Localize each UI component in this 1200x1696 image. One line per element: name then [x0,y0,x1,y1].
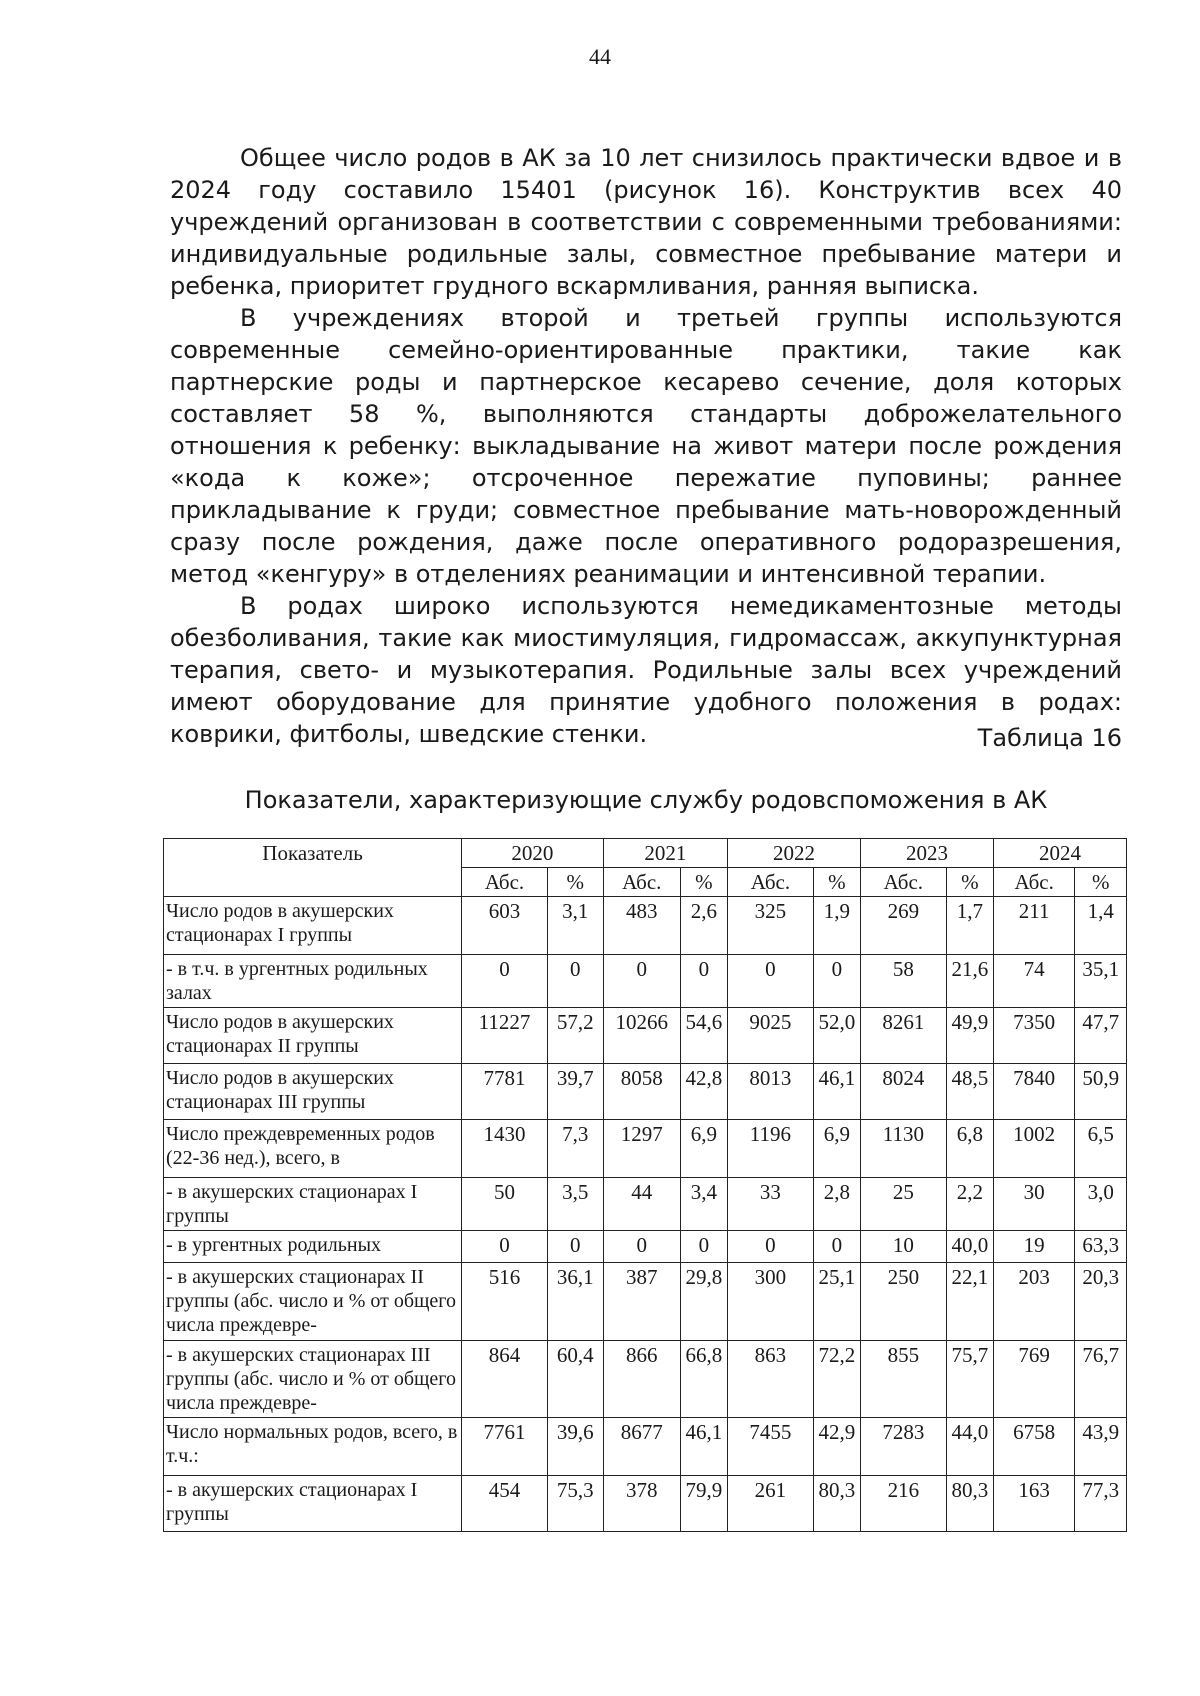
cell-abs: 25 [860,1178,946,1231]
column-header-percent: % [1075,868,1127,897]
cell-percent: 46,1 [813,1064,860,1120]
cell-percent: 0 [680,955,727,1008]
cell-percent: 77,3 [1075,1476,1127,1532]
cell-abs: 211 [993,897,1075,955]
cell-abs: 864 [462,1341,548,1418]
cell-percent: 3,0 [1075,1178,1127,1231]
cell-abs: 261 [728,1476,814,1532]
column-header-abs: Абс. [603,868,680,897]
column-header-year: 2021 [603,839,727,868]
cell-abs: 7761 [462,1418,548,1476]
cell-percent: 46,1 [680,1418,727,1476]
cell-percent: 0 [680,1231,727,1263]
cell-abs: 0 [603,955,680,1008]
cell-abs: 516 [462,1263,548,1341]
column-header-percent: % [946,868,993,897]
cell-percent: 49,9 [946,1008,993,1064]
cell-abs: 8058 [603,1064,680,1120]
cell-abs: 866 [603,1341,680,1418]
cell-percent: 0 [547,1231,603,1263]
cell-abs: 163 [993,1476,1075,1532]
row-label: - в акушерских стационарах I группы [164,1178,462,1231]
cell-abs: 250 [860,1263,946,1341]
table-row [164,1263,1127,1341]
column-header-percent: % [547,868,603,897]
table-row [164,1341,1127,1418]
paragraph: В учреждениях второй и третьей группы используются современные семейно-ориентированные практики, такие как партнерские роды и партнерское кесарево сечение, доля которых составляет 58 %, выполняются стандарты доброжелательного отношения к ребенку: выкладывание на живот матери после рождения «кода к коже»; отсроченное пережатие пуповины; раннее прикладывание к груди; совместное пребывание мать-новорожденный сразу после рождения, даже после оперативного родоразрешения, метод «кенгуру» в отделениях реанимации и интенсивной терапии. [170,304,1122,588]
table-row [164,1231,1127,1263]
cell-percent: 22,1 [946,1263,993,1341]
cell-abs: 0 [462,1231,548,1263]
table-row [164,1120,1127,1178]
cell-percent: 39,7 [547,1064,603,1120]
page-number: 44 [589,44,611,69]
cell-abs: 855 [860,1341,946,1418]
row-label: - в акушерских стационарах III группы (абс. число и % от общего числа преждевре- [164,1341,462,1418]
cell-percent: 7,3 [547,1120,603,1178]
column-header-percent: % [813,868,860,897]
cell-abs: 30 [993,1178,1075,1231]
cell-abs: 44 [603,1178,680,1231]
cell-percent: 63,3 [1075,1231,1127,1263]
cell-abs: 0 [462,955,548,1008]
cell-abs: 11227 [462,1008,548,1064]
cell-percent: 66,8 [680,1341,727,1418]
cell-percent: 72,2 [813,1341,860,1418]
column-header-year: 2023 [860,839,993,868]
column-header-year: 2024 [993,839,1126,868]
cell-abs: 1130 [860,1120,946,1178]
cell-abs: 0 [603,1231,680,1263]
cell-abs: 1297 [603,1120,680,1178]
row-label: - в акушерских стационарах I группы [164,1476,462,1532]
cell-percent: 2,2 [946,1178,993,1231]
cell-abs: 10266 [603,1008,680,1064]
table-row [164,955,1127,1008]
cell-abs: 769 [993,1341,1075,1418]
cell-abs: 1002 [993,1120,1075,1178]
table-row [164,897,1127,955]
cell-percent: 39,6 [547,1418,603,1476]
column-header-abs: Абс. [462,868,548,897]
cell-percent: 75,3 [547,1476,603,1532]
cell-abs: 863 [728,1341,814,1418]
paragraph: Общее число родов в АК за 10 лет снизилось практически вдвое и в 2024 году составило 15401 (рисунок 16). Конструктив всех 40 учреждений организован в соответствии с современными требованиями: индивидуальные родильные залы, совместное пребывание матери и ребенка, приоритет грудного вскармливания, ранняя выписка. [170,144,1122,300]
cell-abs: 378 [603,1476,680,1532]
column-header-abs: Абс. [993,868,1075,897]
cell-percent: 44,0 [946,1418,993,1476]
cell-abs: 8024 [860,1064,946,1120]
cell-percent: 6,5 [1075,1120,1127,1178]
cell-abs: 10 [860,1231,946,1263]
cell-percent: 40,0 [946,1231,993,1263]
obstetrics-table [163,838,1127,1532]
cell-percent: 1,7 [946,897,993,955]
column-header-percent: % [680,868,727,897]
cell-percent: 6,9 [680,1120,727,1178]
cell-percent: 42,9 [813,1418,860,1476]
cell-percent: 3,4 [680,1178,727,1231]
cell-abs: 8013 [728,1064,814,1120]
cell-percent: 1,9 [813,897,860,955]
cell-abs: 216 [860,1476,946,1532]
cell-abs: 483 [603,897,680,955]
cell-percent: 50,9 [1075,1064,1127,1120]
cell-percent: 75,7 [946,1341,993,1418]
column-header-indicator: Показатель [164,839,462,897]
cell-percent: 0 [813,1231,860,1263]
column-header-year: 2020 [462,839,604,868]
cell-abs: 269 [860,897,946,955]
row-label: - в акушерских стационарах II группы (абс. число и % от общего числа преждевре- [164,1263,462,1341]
cell-percent: 3,1 [547,897,603,955]
cell-percent: 57,2 [547,1008,603,1064]
cell-percent: 2,8 [813,1178,860,1231]
cell-percent: 3,5 [547,1178,603,1231]
cell-abs: 74 [993,955,1075,1008]
cell-percent: 20,3 [1075,1263,1127,1341]
cell-percent: 6,8 [946,1120,993,1178]
table-row [164,1178,1127,1231]
cell-abs: 454 [462,1476,548,1532]
cell-percent: 35,1 [1075,955,1127,1008]
table-row [164,1064,1127,1120]
body-text [170,142,1122,750]
cell-abs: 0 [728,1231,814,1263]
cell-abs: 19 [993,1231,1075,1263]
cell-abs: 33 [728,1178,814,1231]
cell-percent: 21,6 [946,955,993,1008]
cell-percent: 80,3 [813,1476,860,1532]
cell-percent: 43,9 [1075,1418,1127,1476]
row-label: Число родов в акушерских стационарах II группы [164,1008,462,1064]
cell-abs: 0 [728,955,814,1008]
cell-percent: 6,9 [813,1120,860,1178]
column-header-abs: Абс. [860,868,946,897]
cell-abs: 387 [603,1263,680,1341]
cell-abs: 1430 [462,1120,548,1178]
cell-percent: 0 [813,955,860,1008]
cell-abs: 7455 [728,1418,814,1476]
row-label: Число преждевременных родов (22-36 нед.), всего, в [164,1120,462,1178]
cell-abs: 7350 [993,1008,1075,1064]
row-label: - в ургентных родильных [164,1231,462,1263]
cell-abs: 58 [860,955,946,1008]
cell-percent: 42,8 [680,1064,727,1120]
cell-abs: 8261 [860,1008,946,1064]
cell-abs: 7840 [993,1064,1075,1120]
cell-percent: 76,7 [1075,1341,1127,1418]
cell-abs: 7283 [860,1418,946,1476]
cell-percent: 29,8 [680,1263,727,1341]
row-label: - в т.ч. в ургентных родильных залах [164,955,462,1008]
cell-abs: 325 [728,897,814,955]
row-label: Число нормальных родов, всего, в т.ч.: [164,1418,462,1476]
cell-percent: 47,7 [1075,1008,1127,1064]
cell-percent: 80,3 [946,1476,993,1532]
table-body [164,897,1127,1532]
column-header-abs: Абс. [728,868,814,897]
table-title: Показатели, характеризующие службу родовспоможения в АК [244,786,1048,814]
table-label: Таблица 16 [977,724,1122,752]
cell-abs: 203 [993,1263,1075,1341]
column-header-year: 2022 [728,839,861,868]
cell-abs: 603 [462,897,548,955]
cell-abs: 7781 [462,1064,548,1120]
table-row [164,1476,1127,1532]
table-row [164,1008,1127,1064]
row-label: Число родов в акушерских стационарах III группы [164,1064,462,1120]
cell-abs: 8677 [603,1418,680,1476]
cell-percent: 52,0 [813,1008,860,1064]
cell-percent: 0 [547,955,603,1008]
cell-percent: 79,9 [680,1476,727,1532]
cell-percent: 60,4 [547,1341,603,1418]
cell-abs: 6758 [993,1418,1075,1476]
cell-percent: 48,5 [946,1064,993,1120]
table-header-row [164,839,1127,868]
cell-percent: 2,6 [680,897,727,955]
table-row [164,1418,1127,1476]
cell-percent: 1,4 [1075,897,1127,955]
paragraph: В родах широко используются немедикаментозные методы обезболивания, такие как миостимуляция, гидромассаж, аккупунктурная терапия, свето- и музыкотерапия. Родильные залы всех учреждений имеют оборудование для принятие удобного положения в родах: коврики, фитболы, шведские стенки. [170,592,1122,748]
cell-percent: 36,1 [547,1263,603,1341]
row-label: Число родов в акушерских стационарах I группы [164,897,462,955]
cell-abs: 9025 [728,1008,814,1064]
cell-abs: 50 [462,1178,548,1231]
cell-abs: 300 [728,1263,814,1341]
cell-percent: 54,6 [680,1008,727,1064]
cell-abs: 1196 [728,1120,814,1178]
cell-percent: 25,1 [813,1263,860,1341]
